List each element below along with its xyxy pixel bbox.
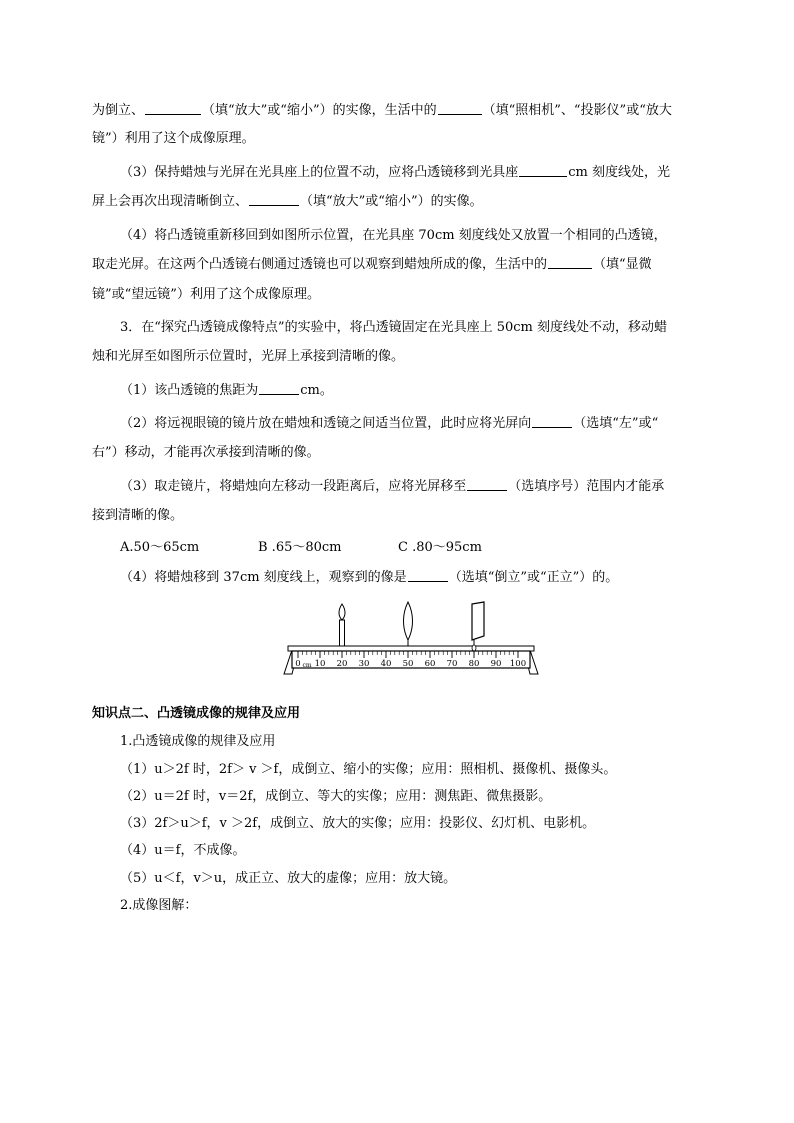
- rule-2: （2）u＝2f 时，v＝2f，成倒立、等大的实像；应用：测焦距、微焦摄影。: [120, 789, 552, 804]
- ruler-label: 60: [424, 659, 436, 669]
- section-subheading-2: 2.成像图解：: [120, 898, 198, 913]
- q3-options: [120, 539, 482, 557]
- rule-1: （1）u＞2f 时，2f＞ v ＞f，成倒立、缩小的实像；应用：照相机、摄像机、摄像头。: [120, 762, 617, 777]
- q3-part2-line-1: [120, 415, 658, 433]
- ruler-label: 100: [509, 659, 527, 669]
- text: （填“放大”或“缩小”）的实像，生活中的: [202, 103, 437, 118]
- ruler-label: 90: [490, 659, 502, 669]
- answer-blank[interactable]: [259, 382, 299, 395]
- option-b[interactable]: B .65～80cm: [258, 540, 342, 555]
- q3-part3-line-2: 接到清晰的像。: [92, 508, 184, 523]
- rule-3: （3）2f＞u＞f，v ＞2f，成倒立、放大的实像；应用：投影仪、幻灯机、电影机。: [120, 816, 596, 831]
- ruler-label: 40: [380, 659, 392, 669]
- text: （2）将远视眼镜的镜片放在蜡烛和透镜之间适当位置，此时应将光屏向: [120, 416, 532, 431]
- ruler-label: 80: [468, 659, 480, 669]
- answer-blank[interactable]: [438, 102, 482, 115]
- q3-part2-line-2: 右”）移动，才能再次承接到清晰的像。: [92, 445, 320, 460]
- q2-line-1: [92, 102, 672, 120]
- text: 取走光屏。在这两个凸透镜右侧通过透镜也可以观察到蜡烛所成的像，生活中的: [92, 257, 548, 272]
- text: （3）保持蜡烛与光屏在光具座上的位置不动，应将凸透镜移到光具座: [120, 165, 519, 180]
- rule-4: （4）u＝f，不成像。: [120, 843, 246, 858]
- q2-part4-line-2: [92, 256, 652, 274]
- text: （1）该凸透镜的焦距为: [120, 383, 259, 398]
- candle-body: [340, 620, 345, 646]
- lens-icon: [404, 602, 413, 640]
- section-heading: 知识点二、凸透镜成像的规律及应用: [92, 706, 301, 721]
- answer-blank[interactable]: [548, 256, 592, 269]
- text: （4）将蜡烛移到 37cm 刻度线上，观察到的像是: [120, 570, 407, 585]
- text: （选填序号）范围内才能承: [508, 479, 665, 494]
- ruler-label: 70: [446, 659, 458, 669]
- ruler-label: 50: [402, 659, 414, 669]
- candle-flame-icon: [339, 604, 345, 620]
- text: 为倒立、: [92, 103, 145, 118]
- candle: [339, 604, 345, 646]
- text: （选填“左”或“: [573, 416, 659, 431]
- text: （选填“倒立”或“正立”）的。: [448, 570, 619, 585]
- q2-part4-line-1: （4）将凸透镜重新移回到如图所示位置，在光具座 70cm 刻度线处又放置一个相同的凸透镜，: [120, 228, 667, 243]
- text: 屏上会再次出现清晰倒立、: [92, 194, 249, 209]
- answer-blank[interactable]: [467, 478, 507, 491]
- answer-blank[interactable]: [249, 193, 299, 206]
- section-subheading-1: 1.凸透镜成像的规律及应用: [120, 734, 276, 749]
- answer-blank[interactable]: [145, 102, 201, 115]
- q3-intro-line-1: 3．在“探究凸透镜成像特点”的实验中，将凸透镜固定在光具座上 50cm 刻度线处不动，移动蜡: [120, 320, 667, 335]
- ruler-unit: cm: [302, 662, 312, 669]
- text: （3）取走镜片，将蜡烛向左移动一段距离后，应将光屏移至: [120, 479, 467, 494]
- q2-line-2: 镜”）利用了这个成像原理。: [92, 131, 255, 146]
- q3-part3-line-1: [120, 478, 664, 496]
- screen-panel: [472, 602, 484, 640]
- answer-blank[interactable]: [532, 415, 572, 428]
- bench-top: [288, 646, 534, 651]
- answer-blank[interactable]: [408, 569, 448, 582]
- q3-part4: [120, 569, 618, 587]
- option-c[interactable]: C .80～95cm: [398, 540, 482, 555]
- q2-part3-line-2: [92, 193, 483, 211]
- screen-holder: [472, 645, 476, 651]
- text: cm 刻度线处，光: [568, 165, 671, 180]
- rule-5: （5）u＜f，v＞u，成正立、放大的虚像；应用：放大镜。: [120, 871, 457, 886]
- answer-blank[interactable]: [519, 164, 567, 177]
- text: cm。: [300, 383, 333, 398]
- q3-part1: [120, 382, 333, 400]
- ruler-label: 20: [336, 659, 348, 669]
- option-a[interactable]: A.50～65cm: [120, 540, 200, 555]
- ruler-label: 30: [358, 659, 370, 669]
- q2-part3-line-1: [120, 164, 670, 182]
- ruler-label: 10: [314, 659, 326, 669]
- text: （填“放大”或“缩小”）的实像。: [300, 194, 483, 209]
- text: （填“显微: [593, 257, 652, 272]
- optical-bench-figure: [278, 592, 544, 680]
- ruler-label: 0: [295, 659, 301, 669]
- q2-part4-line-3: 镜”或“望远镜”）利用了这个成像原理。: [92, 287, 320, 302]
- q3-intro-line-2: 烛和光屏至如图所示位置时，光屏上承接到清晰的像。: [92, 349, 405, 364]
- convex-lens: [404, 602, 413, 646]
- text: （填“照相机”、“投影仪”或“放大: [482, 103, 672, 118]
